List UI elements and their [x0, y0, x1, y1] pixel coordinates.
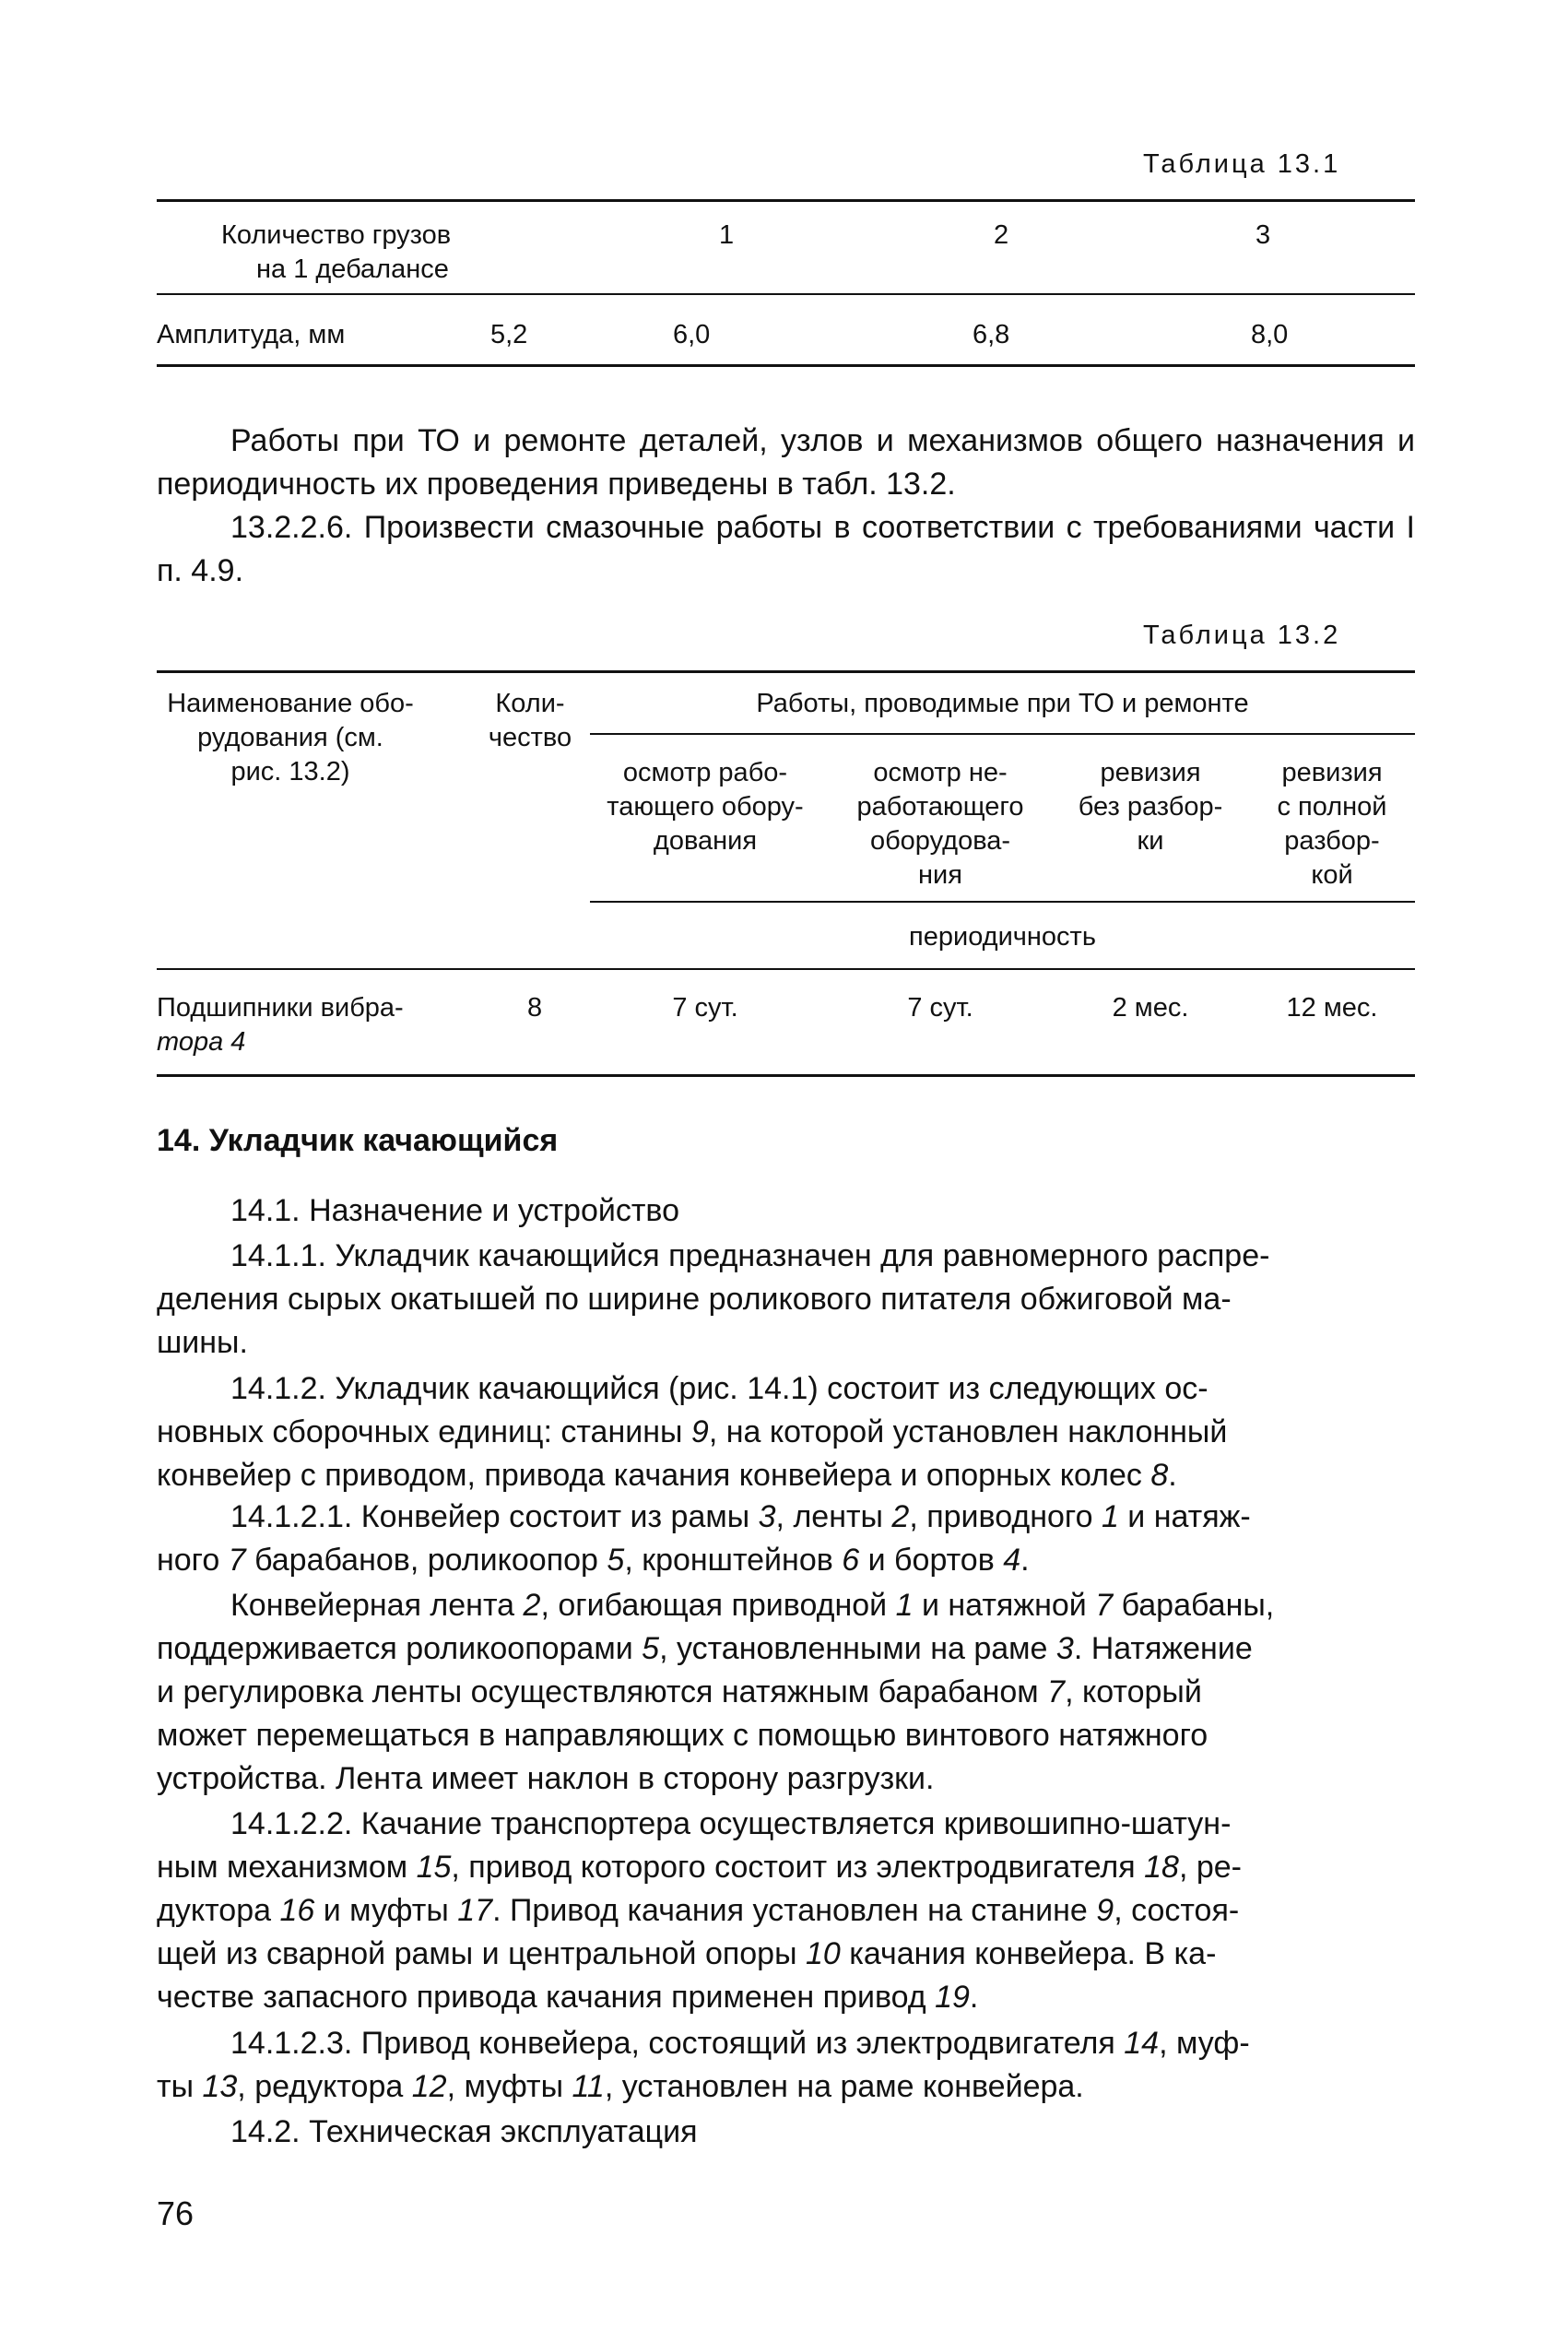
- table-13-2-bottom-rule: [157, 1074, 1415, 1077]
- table-13-1-header-value: 2: [994, 220, 1009, 250]
- table-13-2-caption: Таблица 13.2: [1143, 621, 1341, 650]
- table-13-2-subheader: осмотр не- работающего оборудова- ния: [856, 758, 1024, 890]
- paragraph-14-1-2-1: 14.1.2.1. Конвейер состоит из рамы 3, ленты 2, приводного 1 и натяж- ного 7 барабанов, роликоопор 5, кронштейнов 6 и бортов 4.: [157, 1499, 1251, 1578]
- table-13-2-col-qty-header: Коли- чество: [488, 689, 572, 752]
- table-13-2-top-rule: [157, 670, 1415, 673]
- table-13-2-subheader: ревизия с полной разбор- кой: [1277, 758, 1387, 890]
- table-13-1-cell: 6,0: [673, 320, 711, 349]
- table-13-1-cell: 8,0: [1251, 320, 1289, 349]
- table-13-2-subheader: ревизия без разбор- ки: [1078, 758, 1223, 856]
- subsection-14-2: 14.2. Техническая эксплуатация: [230, 2114, 698, 2149]
- table-13-1-row-label: Амплитуда, мм: [157, 320, 346, 349]
- table-13-1-header-rule: [157, 293, 1415, 295]
- table-13-2-group-header: Работы, проводимые при ТО и ремонте: [756, 689, 1249, 718]
- table-13-2-periodicity: периодичность: [909, 922, 1096, 952]
- table-13-2-col-name-header: Наименование обо- рудования (см. рис. 13.2): [167, 689, 414, 787]
- table-13-2-cell: 7 сут.: [672, 993, 738, 1023]
- paragraph-13-2-2-6: 13.2.2.6. Произвести смазочные работы в соответствии с требованиями части I п. 4.9.: [157, 510, 1415, 588]
- paragraph-14-1-2-3: 14.1.2.3. Привод конвейера, состоящий из электродвигателя 14, муф- ты 13, редуктора 12, муфты 11, установлен на раме конвейера.: [157, 2026, 1250, 2104]
- section-heading: 14. Укладчик качающийся: [157, 1123, 559, 1158]
- page-number: 76: [157, 2194, 195, 2232]
- table-13-2-cell: 7 сут.: [907, 993, 973, 1023]
- table-13-1-cell: 5,2: [490, 320, 528, 349]
- table-13-2-cell: 2 мес.: [1112, 993, 1189, 1023]
- table-13-2-row-qty: 8: [527, 993, 543, 1023]
- table-13-1-header-value: 3: [1256, 220, 1271, 250]
- table-13-2-header-rule: [157, 968, 1415, 970]
- table-13-2-sub-rule: [590, 901, 1415, 903]
- paragraph-14-1-1: 14.1.1. Укладчик качающийся предназначен для равномерного распре- деления сырых окатышей по ширине роликового питателя обжиговой ма- шины.: [157, 1238, 1270, 1360]
- table-13-2-subheader: осмотр рабо- тающего обору- дования: [607, 758, 804, 856]
- paragraph-belt: Конвейерная лента 2, огибающая приводной 1 и натяжной 7 барабаны, поддерживается роликоопорами 5, установленными на раме 3. Натяжение и регулировка ленты осуществляются натяжным барабаном 7, который может перемещаться в направляющих с помощью винтового натяжного устройства. Лента имеет наклон в сторону разгрузки.: [157, 1588, 1275, 1796]
- table-13-1-header-value: 1: [719, 220, 735, 250]
- table-13-2-cell: 12 мес.: [1286, 993, 1378, 1023]
- subsection-14-1: 14.1. Назначение и устройство: [230, 1193, 680, 1228]
- paragraph-14-1-2-2: 14.1.2.2. Качание транспортера осуществляется кривошипно-шатун- ным механизмом 15, привод которого состоит из электродвигателя 18, ре- дуктора 16 и муфты 17. Привод качания установлен на станине 9, состоя- щей из сварной рамы и центральной опоры 10 качания конвейера. В ка- честве запасного привода качания применен привод 19.: [157, 1806, 1243, 2015]
- paragraph-14-1-2: 14.1.2. Укладчик качающийся (рис. 14.1) состоит из следующих ос- новных сборочных единиц: станины 9, на которой установлен наклонный конвейер с приводом, привода качания конвейера и опорных колес 8.: [157, 1371, 1228, 1493]
- table-13-1-bottom-rule: [157, 364, 1415, 367]
- table-13-2-row-name: Подшипники вибра- тора 4: [157, 993, 404, 1057]
- table-13-1-top-rule: [157, 199, 1415, 202]
- table-13-1-header-label-2: на 1 дебалансе: [256, 254, 449, 284]
- table-13-1-header-label: Количество грузов: [221, 220, 452, 250]
- table-13-1-cell: 6,8: [973, 320, 1010, 349]
- table-13-1-caption: Таблица 13.1: [1143, 149, 1341, 179]
- table-13-2-group-rule: [590, 733, 1415, 735]
- paragraph-intro: Работы при ТО и ремонте деталей, узлов и механизмов общего назначения и периодичность их проведения приведены в табл. 13.2.: [157, 423, 1415, 502]
